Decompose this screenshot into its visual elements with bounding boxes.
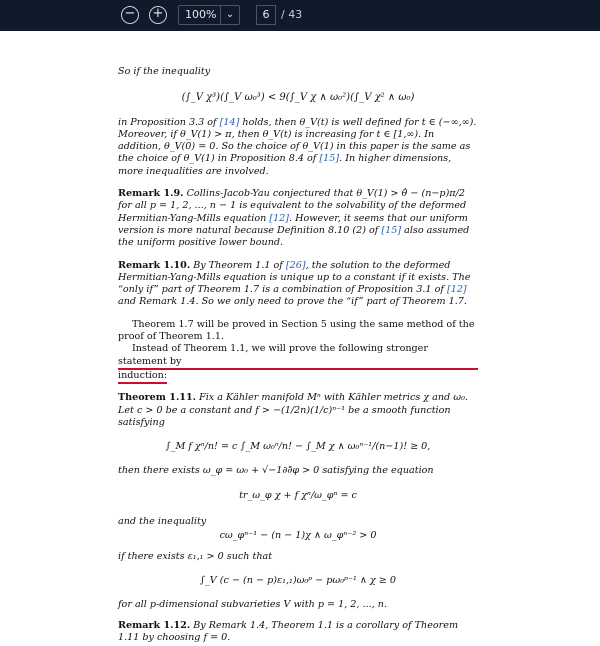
page-total: / 43	[281, 8, 303, 21]
remark-1-10: Remark 1.10. By Theorem 1.1 of [26], the solution to the deformed Hermitian-Yang-Mills equation is unique up to a constant if it exists. The “only if” part of Theorem 1.7 is a combination of Proposition 3.1 of [12] and Remark 1.4. So we only need to prove the “if” part of Theorem 1.7.	[118, 259, 471, 308]
page-number-input[interactable]: 6	[256, 5, 276, 25]
zoom-value: 100%	[185, 8, 217, 21]
plus-circle-icon: +	[152, 6, 164, 21]
citation-link[interactable]: [26]	[285, 259, 306, 271]
remark-1-9: Remark 1.9. Collins-Jacob-Yau conjectured that θ_V(1) > θ̂ − (n−p)π/2 for all p = 1, 2, ..., n − 1 is equivalent to the solvability of the deformed Hermitian-Yang-Mills equation [12]. However, it seems that our uniform version is more natural because Definition 8.10 (2) of [15] also assumed the uniform positive lower bound.	[118, 188, 470, 249]
pdf-toolbar	[0, 0, 600, 31]
citation-link[interactable]: [12]	[269, 212, 290, 224]
citation-link[interactable]: [15]	[381, 224, 402, 236]
citation-link[interactable]: [15]	[319, 153, 340, 165]
paragraph-induction: Instead of Theorem 1.1, we will prove the following stronger statement by induction:	[118, 343, 478, 384]
inequality-1: (∫_V χ³)(∫_V ω₀³) < 9(∫_V χ ∧ ω₀²)(∫_V χ² ∧ ω₀)	[181, 92, 415, 104]
paragraph-theorem-1-7: Theorem 1.7 will be proved in Section 5 using the same method of the proof of Theorem 1.1.	[118, 318, 475, 343]
theorem-1-11-then: then there exists ω_φ = ω₀ + √−1∂∂̄φ > 0 satisfying the equation	[118, 465, 434, 477]
theorem-1-11-and: and the inequality	[118, 516, 207, 528]
chevron-down-icon[interactable]: ⌄	[220, 6, 239, 24]
equation-3: tr_ω_φ χ + f χⁿ/ω_φⁿ = c	[239, 489, 357, 501]
intro-line: So if the inequality	[118, 66, 211, 77]
zoom-out-button[interactable]	[121, 6, 139, 24]
minus-circle-icon: −	[124, 6, 136, 21]
equation-4: cω_φⁿ⁻¹ − (n − 1)χ ∧ ω_φⁿ⁻² > 0	[219, 530, 377, 542]
equation-2: ∫_M f χⁿ/n! = c ∫_M ω₀ⁿ/n! − ∫_M χ ∧ ω₀ⁿ⁻¹/(n−1)! ≥ 0,	[165, 441, 431, 453]
citation-link[interactable]: [14]	[219, 116, 240, 128]
zoom-in-button[interactable]	[149, 6, 167, 24]
theorem-1-11-if: if there exists ε₁,₁ > 0 such that	[118, 550, 273, 562]
pdf-page-content	[118, 64, 478, 644]
paragraph-prop33: in Proposition 3.3 of [14] holds, then θ_V(t) is well defined for t ∈ (−∞,∞). Moreover, if θ_V(1) > π, then θ_V(t) is increasing for t ∈ [1,∞). In addition, θ_V(0) = 0. So the choice of θ_V(1) in this paper is the same as the choice of θ_V(1) in Proposition 8.4 of [15]. In higher dimensions, more inequalities are involved.	[118, 116, 477, 177]
theorem-1-11-for-all: for all p-dimensional subvarieties V with p = 1, 2, ..., n.	[118, 599, 387, 611]
theorem-1-11: Theorem 1.11. Fix a Kähler manifold Mⁿ with Kähler metrics χ and ω₀. Let c > 0 be a constant and f > −(1/2n)(1/c)ⁿ⁻¹ be a smooth function satisfying	[118, 392, 468, 428]
equation-5: ∫_V (c − (n − p)ε₁,₁)ω₀ᵖ − pω₀ᵖ⁻¹ ∧ χ ≥ 0	[200, 574, 396, 586]
citation-link[interactable]: [12]	[446, 284, 467, 296]
remark-1-12: Remark 1.12. By Remark 1.4, Theorem 1.1 is a corollary of Theorem 1.11 by choosing f = 0.	[118, 619, 459, 643]
zoom-select[interactable]	[178, 5, 240, 25]
